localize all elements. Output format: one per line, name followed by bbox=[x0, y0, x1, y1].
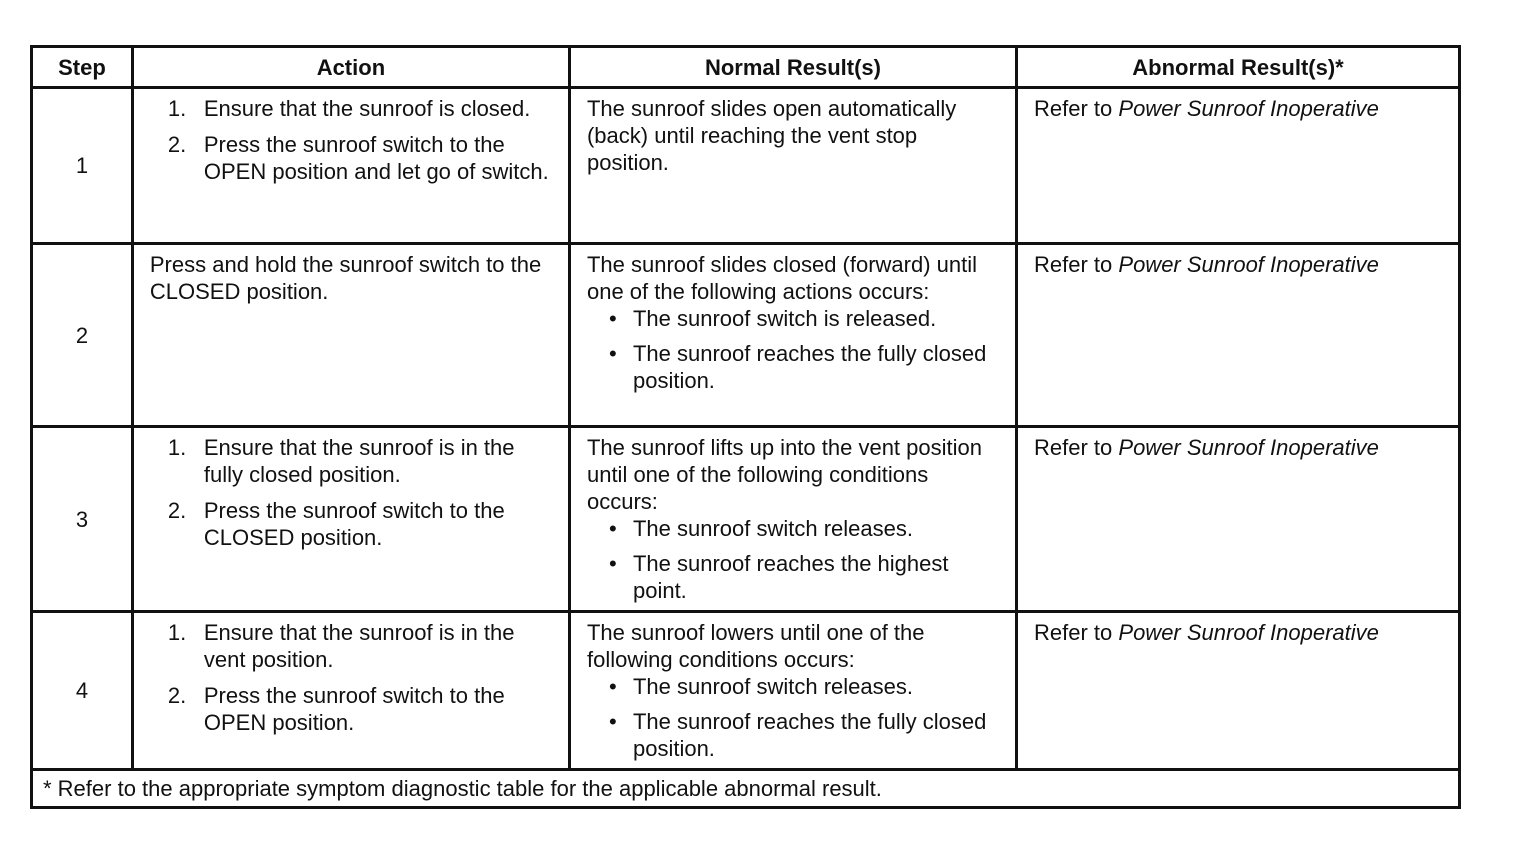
abnormal-result-cell bbox=[1017, 244, 1460, 427]
normal-result-cell bbox=[569, 88, 1016, 244]
normal-result-text: The sunroof slides open automatically (back) until reaching the vent stop position. bbox=[586, 96, 957, 175]
action-step-text: Press the sunroof switch to the OPEN position. bbox=[203, 683, 505, 735]
action-step-text: Press the sunroof switch to the CLOSED position. bbox=[203, 498, 505, 550]
normal-bullet: • The sunroof switch releases. bbox=[587, 515, 1005, 542]
header-action: Action bbox=[132, 47, 569, 88]
action-steps bbox=[150, 95, 558, 185]
step-number: 4 bbox=[32, 612, 133, 770]
abnormal-result-cell bbox=[1017, 427, 1460, 612]
normal-result-text: The sunroof lifts up into the vent position until one of the following conditions occurs: bbox=[586, 435, 982, 514]
action-step-text: Ensure that the sunroof is closed. bbox=[203, 96, 531, 121]
action-cell bbox=[132, 612, 569, 770]
normal-result-text: The sunroof lowers until one of the following conditions occurs: bbox=[586, 620, 925, 672]
action-cell bbox=[132, 244, 569, 427]
step-number: 1 bbox=[32, 88, 133, 244]
abnormal-reference-link: Power Sunroof Inoperative bbox=[1118, 252, 1379, 277]
abnormal-prefix: Refer to bbox=[1034, 96, 1113, 121]
normal-bullet: • The sunroof reaches the fully closed position. bbox=[587, 708, 1005, 762]
action-step: 2. Press the sunroof switch to the CLOSED position. bbox=[167, 498, 505, 550]
abnormal-prefix: Refer to bbox=[1034, 620, 1113, 645]
normal-result-cell bbox=[569, 427, 1016, 612]
action-step: 1. Ensure that the sunroof is in the fully closed position. bbox=[167, 435, 515, 487]
table-row bbox=[32, 427, 1460, 612]
normal-bullets bbox=[587, 305, 1005, 394]
table-row bbox=[32, 88, 1460, 244]
header-step: Step bbox=[32, 47, 133, 88]
normal-bullet: • The sunroof switch releases. bbox=[587, 673, 1005, 700]
normal-bullets bbox=[587, 515, 1005, 604]
abnormal-prefix: Refer to bbox=[1034, 252, 1113, 277]
action-step: 1. Ensure that the sunroof is closed. bbox=[167, 96, 531, 121]
footnote: * Refer to the appropriate symptom diagnostic table for the applicable abnormal result. bbox=[32, 770, 1460, 808]
header-normal-results: Normal Result(s) bbox=[569, 47, 1016, 88]
action-steps bbox=[150, 434, 558, 551]
action-cell bbox=[132, 427, 569, 612]
abnormal-reference-link: Power Sunroof Inoperative bbox=[1118, 620, 1379, 645]
abnormal-result-cell bbox=[1017, 612, 1460, 770]
diagnostic-table bbox=[30, 45, 1461, 809]
action-step-text: Ensure that the sunroof is in the vent position. bbox=[203, 620, 515, 672]
abnormal-reference-link: Power Sunroof Inoperative bbox=[1118, 435, 1379, 460]
normal-bullet: • The sunroof reaches the highest point. bbox=[587, 550, 1005, 604]
normal-bullet: • The sunroof switch is released. bbox=[587, 305, 1005, 332]
header-row bbox=[32, 47, 1460, 88]
table-row bbox=[32, 244, 1460, 427]
step-number: 3 bbox=[32, 427, 133, 612]
action-step-text: Ensure that the sunroof is in the fully closed position. bbox=[203, 435, 515, 487]
step-number: 2 bbox=[32, 244, 133, 427]
abnormal-result-cell bbox=[1017, 88, 1460, 244]
action-step: 1. Ensure that the sunroof is in the vent position. bbox=[167, 620, 515, 672]
action-cell bbox=[132, 88, 569, 244]
header-abnormal-results: Abnormal Result(s)* bbox=[1017, 47, 1460, 88]
abnormal-reference-link: Power Sunroof Inoperative bbox=[1118, 96, 1379, 121]
normal-bullets bbox=[587, 673, 1005, 762]
table-row bbox=[32, 612, 1460, 770]
action-step: 2. Press the sunroof switch to the OPEN position. bbox=[167, 683, 505, 735]
normal-result-cell bbox=[569, 244, 1016, 427]
normal-result-cell bbox=[569, 612, 1016, 770]
action-step-text: Press the sunroof switch to the OPEN position and let go of switch. bbox=[203, 132, 549, 184]
normal-bullet: • The sunroof reaches the fully closed position. bbox=[587, 340, 1005, 394]
action-step: 2. Press the sunroof switch to the OPEN position and let go of switch. bbox=[167, 132, 549, 184]
action-text: Press and hold the sunroof switch to the CLOSED position. bbox=[149, 252, 542, 304]
action-steps bbox=[150, 619, 558, 736]
normal-result-text: The sunroof slides closed (forward) until one of the following actions occurs: bbox=[586, 252, 978, 304]
abnormal-prefix: Refer to bbox=[1034, 435, 1113, 460]
